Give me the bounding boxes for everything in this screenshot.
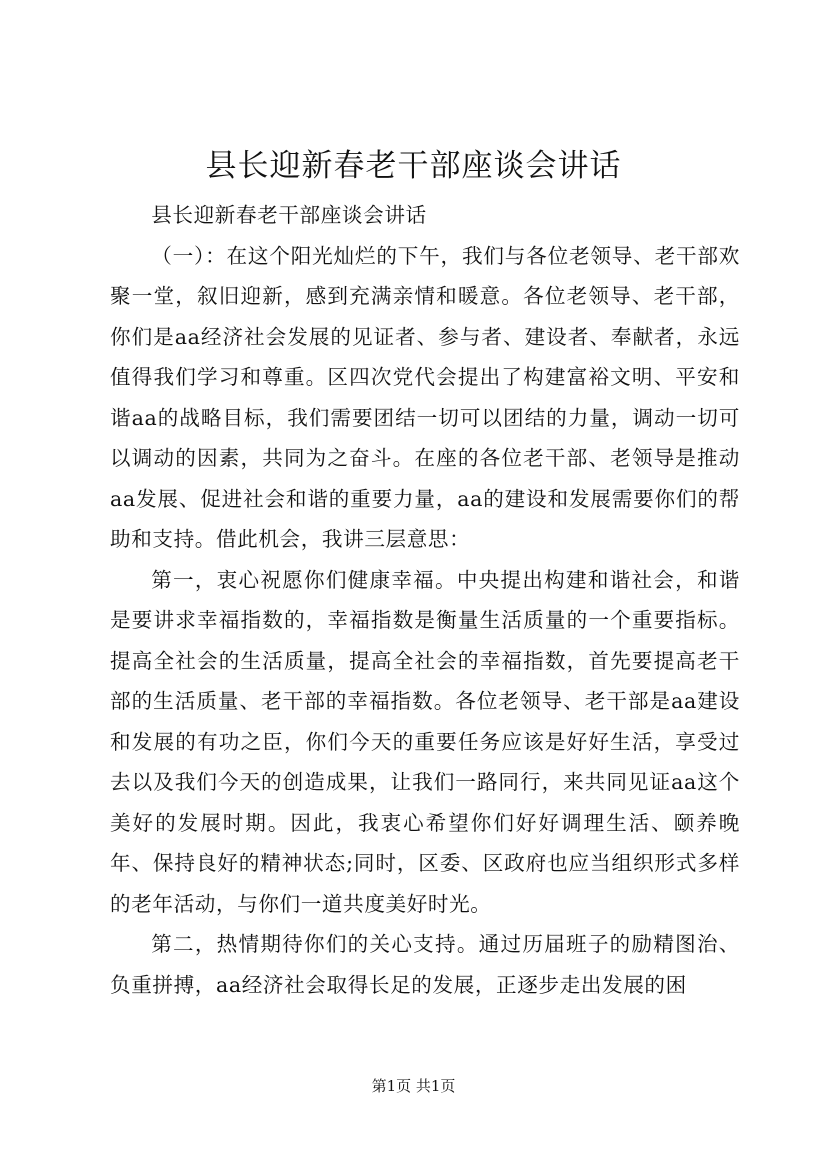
paragraph-intro: （一）：在这个阳光灿烂的下午，我们与各位老领导、老干部欢聚一堂，叙旧迎新，感到充满亲情和暖意。各位老领导、老干部，你们是aa经济社会发展的见证者、参与者、建设者、奉献者，永远值得我们学习和尊重。区四次党代会提出了构建富裕文明、平安和谐aa的战略目标，我们需要团结一切可以团结的力量，调动一切可以调动的因素，共同为之奋斗。在座的各位老干部、老领导是推动aa发展、促进社会和谐的重要力量，aa的建设和发展需要你们的帮助和支持。借此机会，我讲三层意思： <box>110 243 740 551</box>
paragraph-subtitle: 县长迎新春老干部座谈会讲话 <box>151 203 427 227</box>
paragraph-second-point: 第二，热情期待你们的关心支持。通过历届班子的励精图治、负重拼搏，aa经济社会取得长足的发展，正逐步走出发展的困 <box>110 932 740 997</box>
page-footer: 第1页 共1页 <box>371 1077 456 1095</box>
document-body <box>110 195 740 1005</box>
paragraph-first-point: 第一，衷心祝愿你们健康幸福。中央提出构建和谐社会，和谐是要讲求幸福指数的，幸福指数是衡量生活质量的一个重要指标。提高全社会的生活质量，提高全社会的幸福指数，首先要提高老干部的生活质量、老干部的幸福指数。各位老领导、老干部是aa建设和发展的有功之臣，你们今天的重要任务应该是好好生活，享受过去以及我们今天的创造成果，让我们一路同行，来共同见证aa这个美好的发展时期。因此，我衷心希望你们好好调理生活、颐养晚年、保持良好的精神状态;同时，区委、区政府也应当组织形式多样的老年活动，与你们一道共度美好时光。 <box>110 567 740 916</box>
document-title: 县长迎新春老干部座谈会讲话 <box>205 148 622 184</box>
